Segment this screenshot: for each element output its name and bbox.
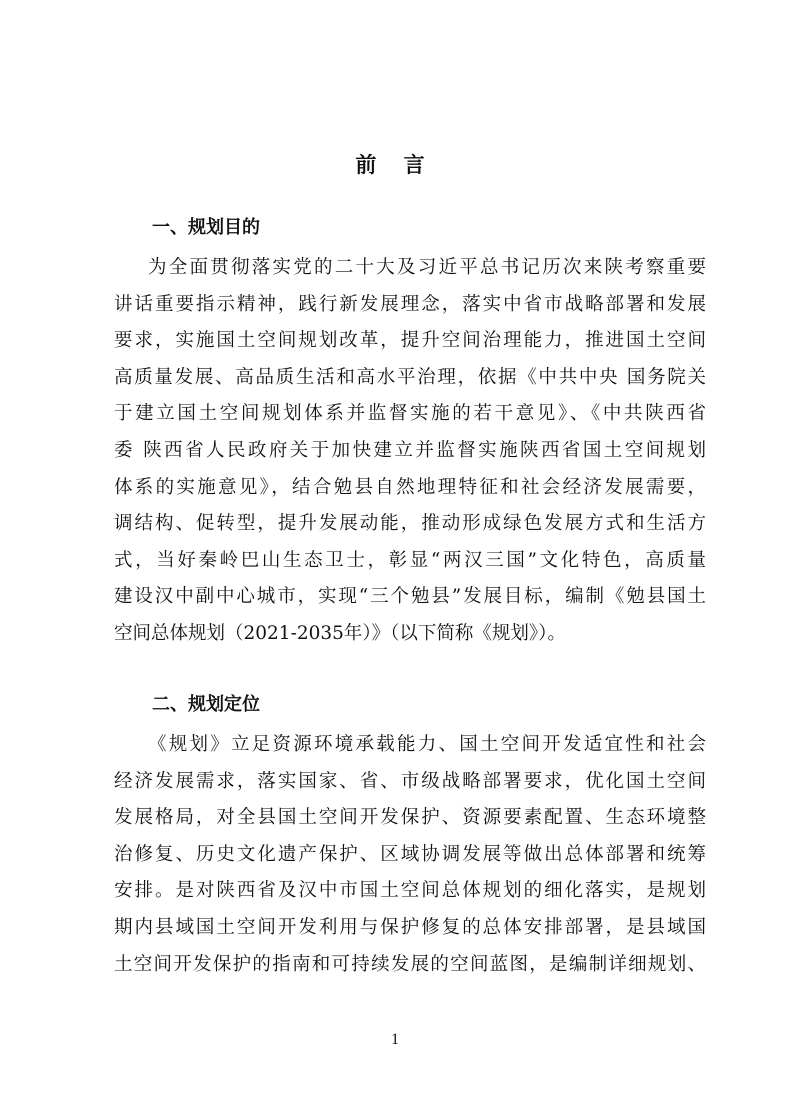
paragraph-line: 委 陕西省人民政府关于加快建立并监督实施陕西省国土空间规划 bbox=[114, 439, 706, 461]
paragraph-line: 土空间开发保护的指南和可持续发展的空间蓝图，是编制详细规划、 bbox=[114, 953, 706, 975]
paragraph-line: 安排。是对陕西省及汉中市国土空间总体规划的细化落实，是规划 bbox=[114, 880, 706, 902]
paragraph-line: 于建立国土空间规划体系并监督实施的若干意见》、《中共陕西省 bbox=[114, 403, 706, 425]
paragraph-line: 建设汉中副中心城市，实现“三个勉县”发展目标，编制《勉县国土 bbox=[114, 586, 706, 608]
paragraph-line: 治修复、历史文化遗产保护、区域协调发展等做出总体部署和统筹 bbox=[114, 843, 706, 865]
paragraph-line: 发展格局，对全县国土空间开发保护、资源要素配置、生态环境整 bbox=[114, 807, 706, 829]
paragraph-line: 式，当好秦岭巴山生态卫士，彰显“两汉三国”文化特色，高质量 bbox=[114, 549, 706, 571]
paragraph-line: 为全面贯彻落实党的二十大及习近平总书记历次来陕考察重要 bbox=[148, 257, 706, 278]
paragraph-line: 空间总体规划（2021-2035年）》（以下简称《规划》）。 bbox=[114, 622, 566, 644]
paragraph-line: 体系的实施意见》，结合勉县自然地理特征和社会经济发展需要， bbox=[114, 476, 706, 498]
paragraph-line: 《规划》立足资源环境承载能力、国土空间开发适宜性和社会 bbox=[148, 734, 706, 755]
paragraph-line: 高质量发展、高品质生活和高水平治理，依据《中共中央 国务院关 bbox=[114, 366, 706, 388]
paragraph-purpose bbox=[114, 250, 706, 653]
section-heading-purpose: 一、规划目的 bbox=[152, 217, 260, 238]
paragraph-line: 经济发展需求，落实国家、省、市级战略部署要求，优化国土空间 bbox=[114, 770, 706, 792]
paragraph-line: 要求，实施国土空间规划改革，提升空间治理能力，推进国土空间 bbox=[114, 330, 706, 352]
paragraph-line: 调结构、促转型，提升发展动能，推动形成绿色发展方式和生活方 bbox=[114, 513, 706, 535]
page-title: 前 言 bbox=[355, 153, 435, 177]
paragraph-line: 讲话重要指示精神，践行新发展理念，落实中省市战略部署和发展 bbox=[114, 293, 706, 315]
section-heading-positioning: 二、规划定位 bbox=[152, 694, 260, 715]
paragraph-line: 期内县域国土空间开发利用与保护修复的总体安排部署，是县域国 bbox=[114, 916, 706, 938]
page-number: 1 bbox=[391, 1031, 399, 1048]
paragraph-positioning bbox=[114, 727, 706, 983]
